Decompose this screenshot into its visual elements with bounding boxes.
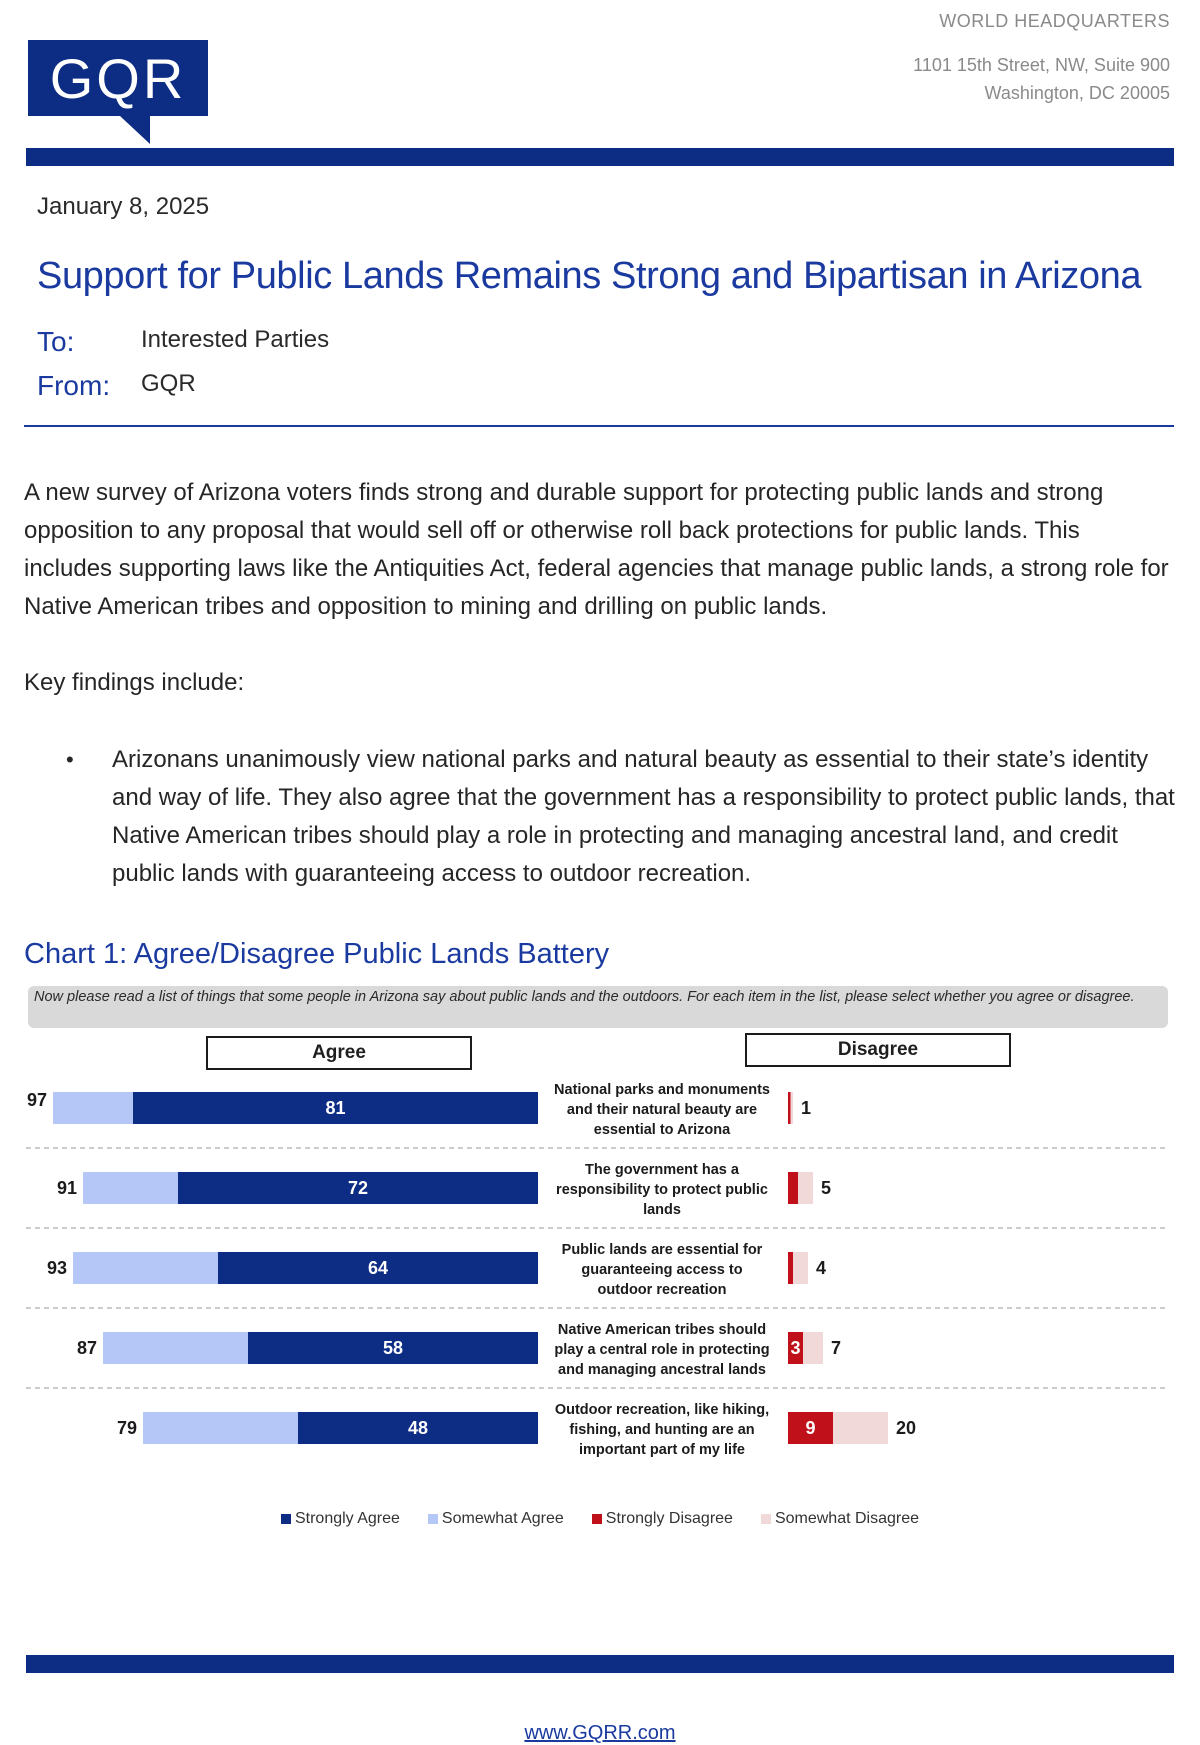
memo-date: January 8, 2025 — [37, 193, 210, 220]
total-disagree-label: 1 — [801, 1098, 812, 1118]
address-line-1: 1101 15th Street, NW, Suite 900 — [913, 54, 1170, 75]
strongly-agree-label: 72 — [347, 1178, 369, 1198]
category-label: Public lands are essential for — [561, 1242, 763, 1258]
finding-bullet — [66, 741, 1176, 893]
total-agree-label: 93 — [46, 1258, 67, 1278]
bottom-rule — [26, 1655, 1174, 1673]
total-disagree-label: 20 — [896, 1418, 917, 1438]
strongly-disagree-bar — [788, 1252, 793, 1284]
to-row — [37, 326, 329, 358]
chart-legend — [0, 1510, 1200, 1528]
intro-paragraph: A new survey of Arizona voters finds strong and durable support for protecting public lands and strong opposition to any proposal that would sell off or otherwise roll back protections for public lands. This includes supporting laws like the Antiquities Act, federal agencies that manage public lands, a strong role for Native American tribes and opposition to mining and drilling on public lands. — [24, 479, 1169, 620]
strongly-agree-label: 48 — [407, 1418, 429, 1438]
category-label: The government has a — [585, 1162, 739, 1178]
disagree-header: Disagree — [745, 1033, 1011, 1067]
chart-title: Chart 1: Agree/Disagree Public Lands Battery — [24, 938, 610, 970]
legend-swatch — [592, 1514, 602, 1524]
strongly-disagree-bar — [788, 1172, 798, 1204]
bullet-dot: • — [66, 747, 74, 772]
survey-question: Now please read a list of things that some people in Arizona say about public lands and the outdoors. For each item in the list, please select whether you agree or disagree. — [28, 986, 1168, 1028]
somewhat-agree-bar — [103, 1332, 248, 1364]
total-agree-label: 87 — [76, 1338, 97, 1358]
key-findings-label: Key findings include: — [24, 669, 245, 696]
legend-label: Strongly Disagree — [605, 1510, 733, 1527]
strongly-disagree-bar — [788, 1092, 791, 1124]
hq-title: WORLD HEADQUARTERS — [939, 11, 1170, 31]
bullet-text: Arizonans unanimously view national parks and natural beauty as essential to their state’s identity and way of life. They also agree that the government has a responsibility to protect public lands, that Native American tribes should play a role in protecting and managing ancestral land, and credit public lands with guaranteeing access to outdoor recreation. — [112, 746, 1175, 887]
legend-item — [428, 1510, 564, 1528]
total-disagree-label: 4 — [816, 1258, 827, 1278]
category-label: and managing ancestral lands — [558, 1362, 766, 1378]
legend-item — [761, 1510, 919, 1528]
from-value: GQR — [141, 370, 196, 397]
memo-divider — [24, 425, 1174, 427]
agree-disagree-chart — [0, 1082, 1200, 1560]
category-label: responsibility to protect public — [556, 1182, 768, 1198]
agree-header: Agree — [206, 1036, 472, 1070]
to-value: Interested Parties — [141, 326, 330, 353]
from-row — [37, 370, 196, 402]
strongly-agree-label: 64 — [367, 1258, 389, 1278]
legend-swatch — [428, 1514, 438, 1524]
legend-label: Somewhat Agree — [441, 1510, 564, 1527]
category-label: Outdoor recreation, like hiking, — [554, 1402, 770, 1418]
legend-item — [281, 1510, 400, 1528]
gqr-logo — [28, 40, 212, 150]
category-label: play a central role in protecting — [554, 1342, 770, 1358]
top-rule — [26, 148, 1174, 166]
strongly-disagree-label: 9 — [805, 1418, 816, 1438]
category-label: important part of my life — [579, 1442, 745, 1458]
headquarters-block — [913, 8, 1170, 108]
strongly-agree-label: 81 — [325, 1098, 346, 1118]
somewhat-agree-bar — [83, 1172, 178, 1204]
from-label: From: — [37, 370, 111, 401]
somewhat-agree-bar — [73, 1252, 218, 1284]
category-label: outdoor recreation — [597, 1282, 727, 1298]
category-label: fishing, and hunting are an — [569, 1422, 755, 1438]
total-agree-label: 91 — [56, 1178, 77, 1198]
to-label: To: — [37, 326, 75, 357]
legend-swatch — [281, 1514, 291, 1524]
category-label: Native American tribes should — [557, 1322, 767, 1338]
strongly-agree-label: 58 — [382, 1338, 404, 1358]
legend-label: Strongly Agree — [294, 1510, 400, 1527]
somewhat-agree-bar — [53, 1092, 133, 1124]
strongly-disagree-label: 3 — [790, 1338, 801, 1358]
category-label: and their natural beauty are — [566, 1102, 758, 1118]
address-line-2: Washington, DC 20005 — [984, 82, 1170, 103]
logo-text: GQR — [49, 47, 187, 110]
memo-title: Support for Public Lands Remains Strong and Bipartisan in Arizona — [37, 255, 1142, 297]
total-disagree-label: 7 — [831, 1338, 842, 1358]
total-agree-label: 97 — [26, 1090, 47, 1110]
total-agree-label: 79 — [116, 1418, 137, 1438]
category-label: National parks and monuments — [554, 1082, 770, 1098]
category-label: guaranteeing access to — [581, 1262, 743, 1278]
somewhat-agree-bar — [143, 1412, 298, 1444]
category-label: lands — [643, 1202, 681, 1218]
website-link[interactable]: www.GQRR.com — [524, 1722, 676, 1744]
legend-item — [592, 1510, 733, 1528]
category-label: essential to Arizona — [593, 1122, 731, 1138]
total-disagree-label: 5 — [821, 1178, 832, 1198]
legend-swatch — [761, 1514, 771, 1524]
legend-label: Somewhat Disagree — [774, 1510, 920, 1527]
